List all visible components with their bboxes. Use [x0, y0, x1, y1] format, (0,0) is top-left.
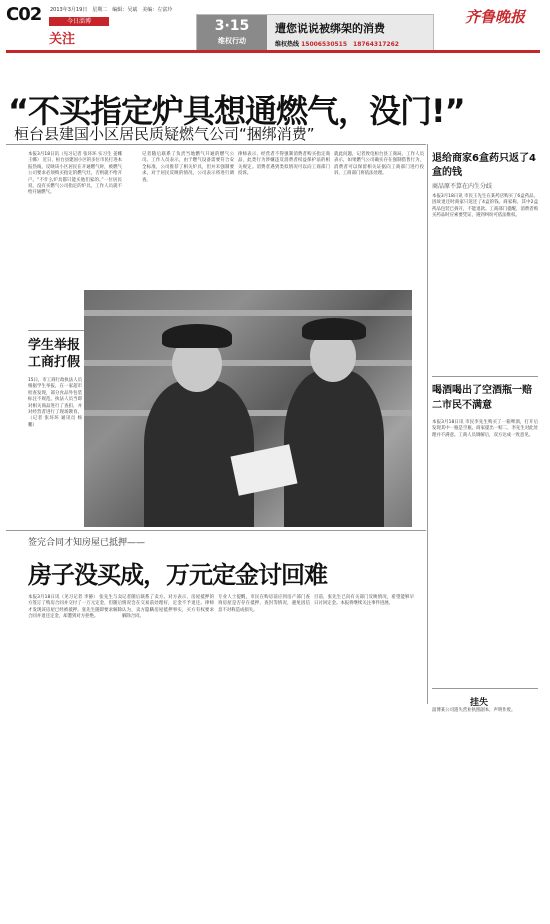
right-story2-body: 本报3月18日讯 市民李先生购买了一箱啤酒，打开后发现其中一瓶是空瓶。商家提出一赔二，李先生对此处理并不满意。工商人员调解后，双方达成一致意见。 — [432, 420, 538, 438]
event-sub-label: 维权行动 — [218, 37, 246, 45]
story2-col-3: 专业人士提醒，市民在购房前应到房产部门查询房屋是否存在抵押、查封等情况，避免因信息不对称造成损失。 — [218, 595, 310, 613]
story2-col-4: 目前，张先生已向有关部门反映情况，希望能够早日讨回定金。本报将继续关注事件进展。 — [314, 595, 414, 607]
right-story2-title: 喝酒喝出了空酒瓶一赔二市民不满意 — [432, 385, 532, 411]
hotline — [275, 39, 399, 48]
event-label: 3·15 — [214, 18, 250, 34]
story2-headline: 房子没买成，万元定金讨回难 — [28, 561, 327, 589]
right-story1-title: 退给商家6盒药只返了4盒的钱 — [432, 153, 536, 178]
header-rule — [6, 50, 540, 53]
story2-col-1: 本报3月18日讯（见习记者 李静） 张先生与卖方签订了购房合同并交付了一万元定金，但随后才发现该房屋已经被抵押。张先生随即要求解除合同并退还定金，却遭到对方拒绝。 — [28, 595, 122, 620]
paper-masthead: 齐鲁晚报 — [465, 8, 526, 26]
issue-meta: 2013年3月19日 星期二 编辑：吴斌 美编：左富玲 — [50, 7, 173, 13]
lead-col-1: 本报3月18日讯（见习记者 张环环 实习生 姜娜王娜） 近日，桓台县建国小区的多位市民打进本报热线，反映该小区居民在开通燃气时，被燃气公司要求必须购买指定的燃气灶，否则就不给开户。“不什么炉具都只能买他们家的。”一位居民说，没有买燃气公司指定的炉具，工作人员就不给开通燃气。 — [28, 152, 122, 196]
sidebar-body: 15日，市工商行政执法人员根据学生举报，在一家超市检查发现，部分食品外包装标注不规范。执法人员当即对相关商品进行了查扣，并对经营者进行了现场教育。（记者 张环环 通讯员 杨鹏） — [28, 378, 82, 428]
divider — [28, 330, 84, 331]
divider — [432, 688, 538, 689]
sidebar-title: 学生举报工商打假 — [28, 338, 81, 370]
divider — [6, 530, 426, 531]
lead-col-2: 记者随后联系了负责当地燃气开通的燃气公司。工作人员表示，由于燃气设备需要符合安全标准，公司推荐了相关炉具，但并未强制要求。对于居民反映的情况，公司表示将进行调查。 — [142, 152, 234, 183]
consumer-rights-banner — [196, 14, 434, 52]
lost-notice-body: 淄博某公司遗失营业执照副本，声明作废。 — [432, 708, 516, 713]
divider — [432, 376, 538, 377]
inspection-photo — [84, 290, 412, 527]
story2-col-2: 记者随后联系了卖方。对方表示，房屋抵押的情况会在交易前处理好，定金不予退还。律师认为，卖方隐瞒房屋抵押事实，买方有权要求解除合同。 — [122, 595, 214, 620]
event-badge — [197, 15, 267, 51]
hotline-label: 维权热线 — [275, 41, 300, 48]
story2-kicker: 签完合同才知房屋已抵押—— — [28, 538, 146, 548]
divider — [6, 144, 426, 145]
lead-subhead: 桓台县建国小区居民质疑燃气公司“捆绑消费” — [14, 125, 315, 143]
right-story1-body: 本报3月18日讯 市民王先生在某药店购买了6盒药品，因故退还时商家只返还了4盒的钱。商家称，其中2盒药品包装已拆开，不能退款。工商部门提醒，消费者购买药品时应索要凭证，遇到纠纷可依法维权。 — [432, 194, 538, 219]
lost-notice-title: 挂失 — [470, 698, 489, 708]
lead-headline: “不买指定炉具想通燃气，没门!” — [8, 92, 465, 130]
right-story1-subtitle: 商品原不算在内生分歧 — [432, 183, 493, 190]
section-tag: 今日淄博 — [49, 17, 109, 26]
lead-col-3: 律师表示，经营者不得强制消费者购买指定商品，此类行为涉嫌违反消费者权益保护法的相关规定。消费者遇到类似情况可以向工商部门投诉。 — [238, 152, 330, 177]
lead-col-4: 就此问题，记者致电桓台县工商局。工作人员表示，如果燃气公司确实存在强制搭售行为，消费者可以保留相关证据向工商部门进行投诉，工商部门将依法处理。 — [334, 152, 424, 177]
column-rule — [427, 144, 428, 704]
hotline-numbers: 15006530515 18764317262 — [301, 41, 399, 48]
banner-slogan: 遭您说说被绑架的消费 — [275, 22, 385, 35]
section-name: 关注 — [49, 32, 76, 47]
page-code: C02 — [6, 4, 42, 25]
